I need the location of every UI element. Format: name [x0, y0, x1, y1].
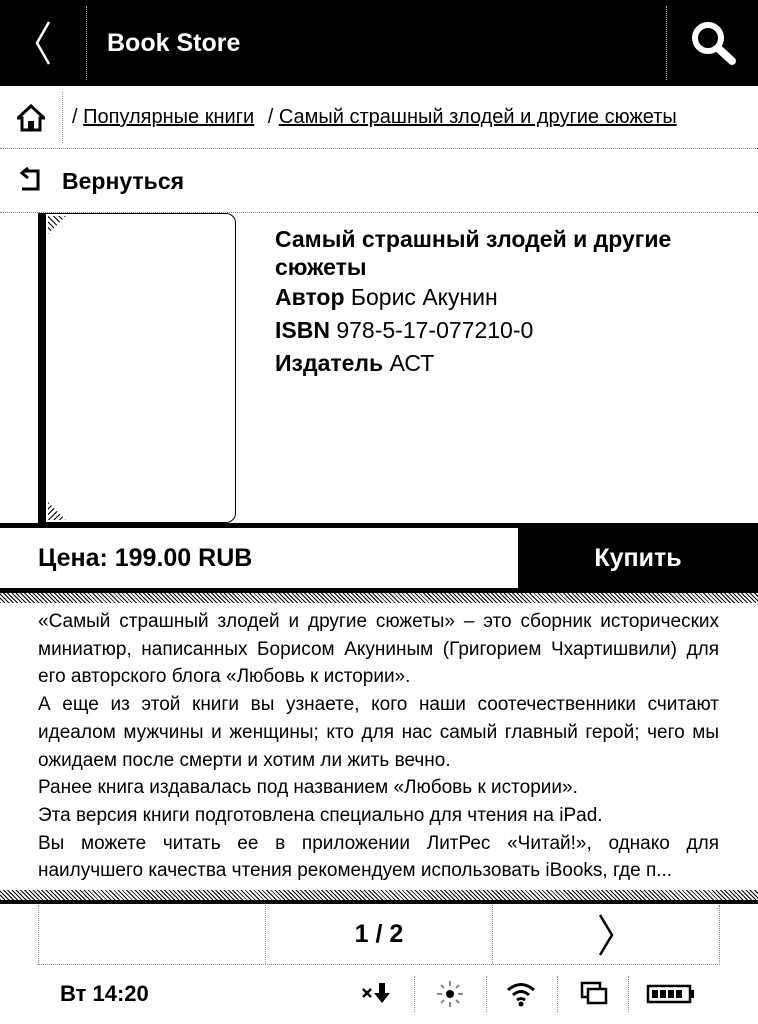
status-divider [486, 976, 487, 1012]
status-divider [557, 976, 558, 1012]
search-icon [689, 20, 737, 66]
task-manager-button[interactable] [569, 974, 619, 1014]
publisher-label: Издатель [275, 350, 384, 376]
page-number: 1 / 2 [354, 920, 404, 948]
book-info [275, 225, 735, 380]
back-chevron-icon [33, 20, 53, 66]
scroll-divider-bottom [0, 890, 758, 900]
description-paragraph: «Самый страшный злодей и другие сюжеты» – это сборник исторических миниатюр, написанных Борисом Акуниным (Григорием Чхартишвили) для его авторского блога «Любовь к истории». [38, 611, 719, 688]
page-indicator [265, 905, 492, 964]
header-divider [666, 6, 667, 80]
price-bar [0, 523, 758, 593]
scroll-divider-top [0, 593, 758, 603]
description-paragraph: Эта версия книги подготовлена специально для чтения на iPad. [38, 804, 603, 826]
status-divider [628, 976, 629, 1012]
download-cancel-icon [361, 981, 395, 1007]
return-icon [18, 167, 44, 193]
publisher-value: АСТ [389, 350, 435, 376]
breadcrumb-links [72, 86, 677, 149]
app-title: Book Store [107, 29, 241, 57]
search-button[interactable] [668, 0, 758, 86]
breadcrumb-separator: / [267, 106, 274, 128]
book-description[interactable] [38, 608, 719, 886]
pager [38, 905, 720, 965]
breadcrumb-popular-books[interactable]: Популярные книги [83, 106, 255, 128]
cover-corner-decoration [48, 502, 66, 520]
book-publisher-row [275, 347, 735, 380]
header-divider [86, 6, 87, 80]
isbn-value: 978-5-17-077210-0 [336, 317, 534, 343]
cover-corner-decoration [48, 216, 66, 234]
status-bar [0, 966, 758, 1024]
wifi-button[interactable] [496, 974, 546, 1014]
status-divider [414, 976, 415, 1012]
wifi-icon [506, 981, 536, 1007]
buy-button[interactable]: Купить [518, 523, 758, 593]
frontlight-button[interactable] [425, 974, 475, 1014]
author-value: Борис Акунин [350, 284, 498, 310]
breadcrumb-separator: / [72, 106, 78, 128]
home-icon [17, 104, 45, 132]
author-label: Автор [275, 284, 345, 310]
breadcrumb-current-book[interactable]: Самый страшный злодей и другие сюжеты [278, 106, 677, 128]
prev-page-button[interactable] [39, 905, 265, 964]
breadcrumb [0, 86, 758, 149]
clock: Вт 14:20 [60, 981, 149, 1006]
description-paragraph: Ранее книга издавалась под названием «Любовь к истории». [38, 777, 578, 799]
next-page-button[interactable] [492, 905, 719, 964]
book-title: Самый страшный злодей и другие сюжеты [275, 226, 672, 280]
price-label: Цена: 199.00 RUB [38, 544, 253, 572]
return-button[interactable] [0, 149, 758, 213]
header-bar [0, 0, 758, 86]
battery-indicator [646, 974, 696, 1014]
book-author-row [275, 281, 735, 314]
downloads-indicator[interactable] [353, 974, 403, 1014]
battery-icon [646, 983, 696, 1005]
next-page-icon [597, 913, 615, 957]
breadcrumb-divider [62, 92, 63, 143]
book-cover[interactable] [38, 213, 236, 523]
description-paragraph: Вы можете читать ее в приложении ЛитРес «Читай!», однако для наилучшего качества чтения рекомендуем использовать iBooks, где п... [38, 832, 719, 882]
book-isbn-row [275, 314, 735, 347]
isbn-label: ISBN [275, 317, 330, 343]
back-button[interactable] [0, 0, 86, 86]
brightness-icon [435, 979, 465, 1009]
description-paragraph: А еще из этой книги вы узнаете, кого наши соотечественники считают идеалом мужчины и женщины; кто для нас самый главный герой; чего мы ожидаем после смерти и хотим ли жить вечно. [38, 694, 719, 771]
return-label: Вернуться [62, 168, 185, 194]
multitask-icon [580, 981, 608, 1007]
divider-line [0, 900, 758, 904]
home-button[interactable] [0, 86, 62, 149]
